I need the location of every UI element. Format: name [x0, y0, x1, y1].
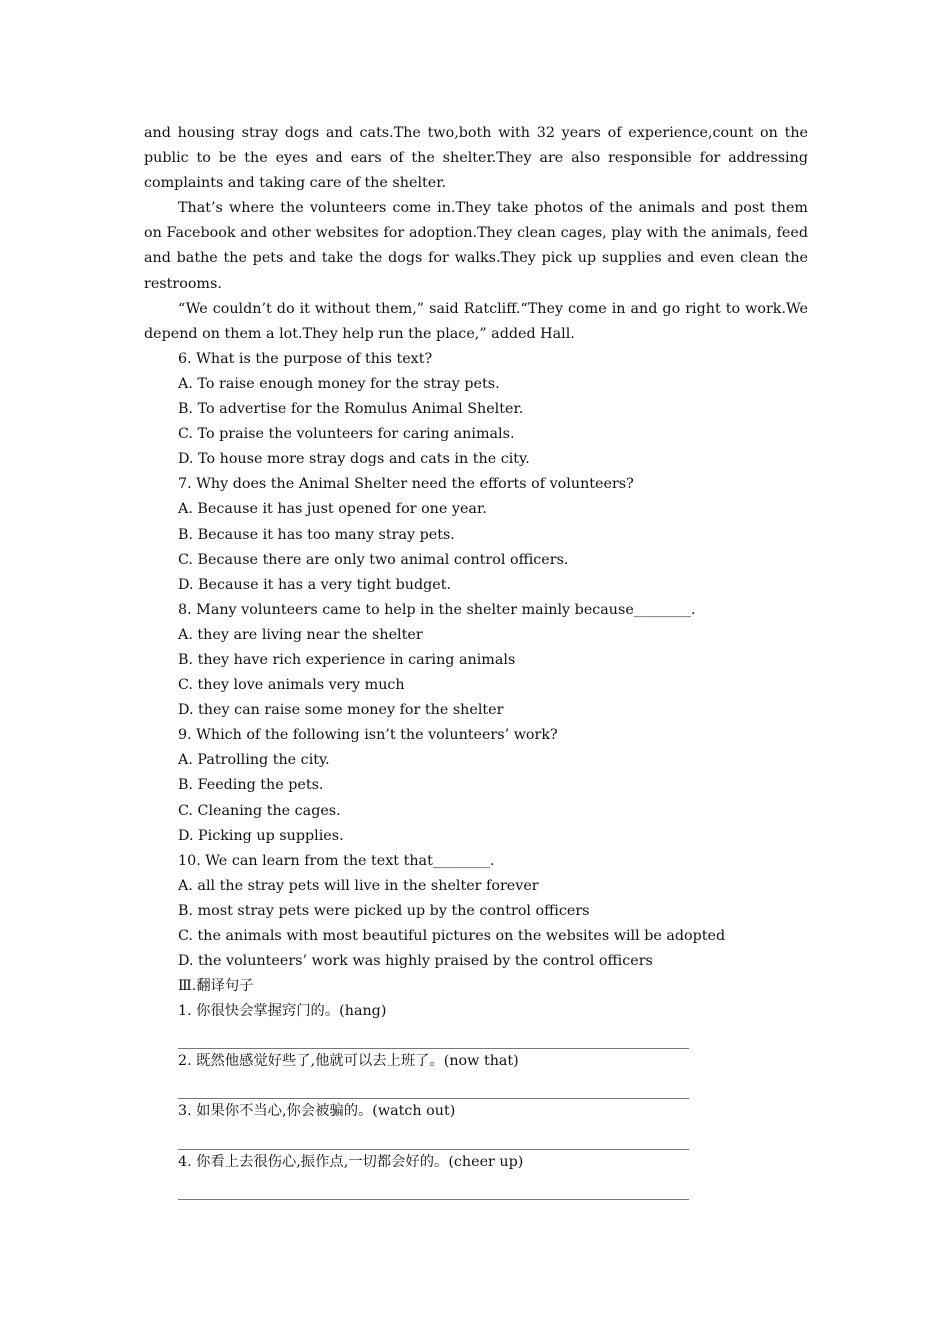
- option-c: C. Because there are only two animal control officers.: [178, 551, 569, 568]
- option-a: A. Patrolling the city.: [178, 752, 330, 769]
- translation-item-4: [144, 1150, 808, 1200]
- question-7: [144, 472, 808, 597]
- question-stem: 6. What is the purpose of this text?: [178, 350, 433, 367]
- answer-line[interactable]: [178, 1175, 689, 1200]
- question-9: [144, 723, 808, 848]
- section-heading: Ⅲ.翻译句子: [178, 978, 254, 995]
- option-c: C. To praise the volunteers for caring animals.: [178, 426, 515, 443]
- option-b: B. Because it has too many stray pets.: [178, 526, 455, 543]
- option-a: A. they are living near the shelter: [178, 626, 423, 643]
- question-stem: 10. We can learn from the text that________.: [178, 852, 495, 869]
- translation-prompt: 4. 你看上去很伤心,振作点,一切都会好的。(cheer up): [178, 1153, 524, 1170]
- question-10: [144, 849, 808, 974]
- option-c: C. the animals with most beautiful pictures on the websites will be adopted: [178, 928, 726, 944]
- question-6: [144, 347, 808, 472]
- translation-prompt: 2. 既然他感觉好些了,他就可以去上班了。(now that): [178, 1053, 519, 1070]
- translation-prompt: 3. 如果你不当心,你会被骗的。(watch out): [178, 1103, 456, 1120]
- question-stem: 7. Why does the Animal Shelter need the efforts of volunteers?: [178, 476, 634, 493]
- answer-line[interactable]: [178, 1024, 689, 1049]
- option-a: A. all the stray pets will live in the shelter forever: [178, 877, 539, 894]
- option-d: D. Because it has a very tight budget.: [178, 576, 452, 593]
- option-b: B. they have rich experience in caring animals: [178, 651, 516, 668]
- passage-paragraph-3: “We couldn’t do it without them,” said Ratcliff.“They come in and go right to work.We depend on them a lot.They help run the place,” added Hall.: [144, 300, 808, 342]
- question-8: [144, 598, 808, 723]
- translation-prompt: 1. 你很快会掌握窍门的。(hang): [178, 1003, 387, 1020]
- question-stem: 8. Many volunteers came to help in the shelter mainly because________.: [178, 601, 696, 618]
- option-d: D. To house more stray dogs and cats in the city.: [178, 451, 530, 468]
- translation-item-1: [144, 999, 808, 1049]
- option-b: B. most stray pets were picked up by the control officers: [178, 902, 590, 919]
- option-c: C. Cleaning the cages.: [178, 802, 341, 819]
- option-a: A. Because it has just opened for one year.: [178, 501, 487, 518]
- passage-paragraph-2: That’s where the volunteers come in.They take photos of the animals and post them on Facebook and other websites for adoption.They clean cages, play with the animals, feed and bathe the pets and take the dogs for walks.They pick up supplies and even clean the restrooms.: [144, 200, 808, 292]
- translation-item-3: [144, 1099, 808, 1149]
- document-page: [144, 121, 808, 1200]
- option-c: C. they love animals very much: [178, 677, 405, 694]
- option-d: D. the volunteers’ work was highly praised by the control officers: [178, 953, 653, 970]
- option-d: D. Picking up supplies.: [178, 827, 344, 844]
- option-a: A. To raise enough money for the stray pets.: [178, 375, 500, 392]
- translation-item-2: [144, 1049, 808, 1099]
- option-d: D. they can raise some money for the shelter: [178, 702, 504, 719]
- passage-paragraph-1: and housing stray dogs and cats.The two,both with 32 years of experience,count on the public to be the eyes and ears of the shelter.They are also responsible for addressing complaints and taking care of the shelter.: [144, 125, 808, 192]
- answer-line[interactable]: [178, 1074, 689, 1099]
- option-b: B. Feeding the pets.: [178, 777, 324, 794]
- option-b: B. To advertise for the Romulus Animal Shelter.: [178, 401, 524, 418]
- question-stem: 9. Which of the following isn’t the volunteers’ work?: [178, 727, 558, 744]
- answer-line[interactable]: [178, 1125, 689, 1150]
